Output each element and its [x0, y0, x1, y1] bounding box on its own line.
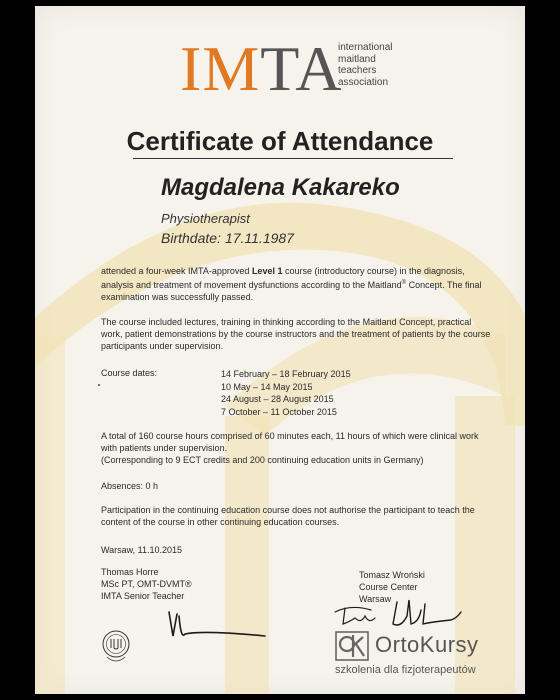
course-date-item: 14 February – 18 February 2015 — [221, 369, 351, 379]
absences-text: Absences: 0 h — [101, 481, 159, 491]
imta-org-name: international maitland teachers association — [338, 42, 393, 88]
course-content-paragraph: The course included lectures, training in thinking according to the Maitland Concept, practical work, patient demonstrations by the course instructors and the treatment of patients by the course participants under supervision. — [101, 317, 491, 351]
certificate-page — [35, 6, 525, 694]
recipient-birthdate: Birthdate: 17.11.1987 — [161, 230, 294, 246]
imta-wordmark: IMTA — [180, 33, 343, 104]
teacher-handwritten-signature — [163, 606, 273, 646]
course-dates-label: Course dates: — [101, 368, 158, 378]
ortokursy-tagline: szkolenia dla fizjoterapeutów — [335, 664, 476, 676]
attendance-paragraph: attended a four-week IMTA-approved Level 1 course (introductory course) in the diagnosis, analysis and treatment of movement dysfunctions according to the Maitland® Concept. The final examination was successfully passed. — [101, 266, 482, 302]
course-center-signature-block: Tomasz Wroński Course Center Warsaw — [359, 570, 425, 604]
ortokursy-name: OrtoKursy — [375, 632, 479, 657]
course-dates-list — [221, 368, 351, 418]
recipient-name: Magdalena Kakareko — [161, 174, 400, 201]
course-date-item: 24 August – 28 August 2015 — [221, 394, 334, 404]
course-center-handwritten-signature — [331, 594, 481, 634]
imta-seal-stamp — [101, 627, 131, 665]
imta-logo — [180, 34, 420, 114]
recipient-profession: Physiotherapist — [161, 211, 250, 226]
ortokursy-logo-icon — [335, 631, 369, 661]
course-hours-paragraph: A total of 160 course hours comprised of 60 minutes each, 11 hours of which were clinical work with patients under supervision. (Corresponding to 9 ECT credits and 200 continuing education units in Germany) — [101, 431, 479, 465]
place-and-date: Warsaw, 11.10.2015 — [101, 545, 183, 555]
ink-dot — [98, 384, 100, 386]
teacher-signature-block: Thomas Horre MSc PT, OMT-DVMT® IMTA Senior Teacher — [101, 567, 192, 601]
certificate-title: Certificate of Attendance — [126, 126, 434, 156]
title-underline — [133, 158, 453, 159]
course-date-item: 7 October – 11 October 2015 — [221, 406, 337, 417]
disclaimer-paragraph: Participation in the continuing education course does not authorise the participant to teach the content of the course in other continuing education courses. — [101, 505, 475, 527]
course-date-item: 10 May – 14 May 2015 — [221, 381, 313, 392]
